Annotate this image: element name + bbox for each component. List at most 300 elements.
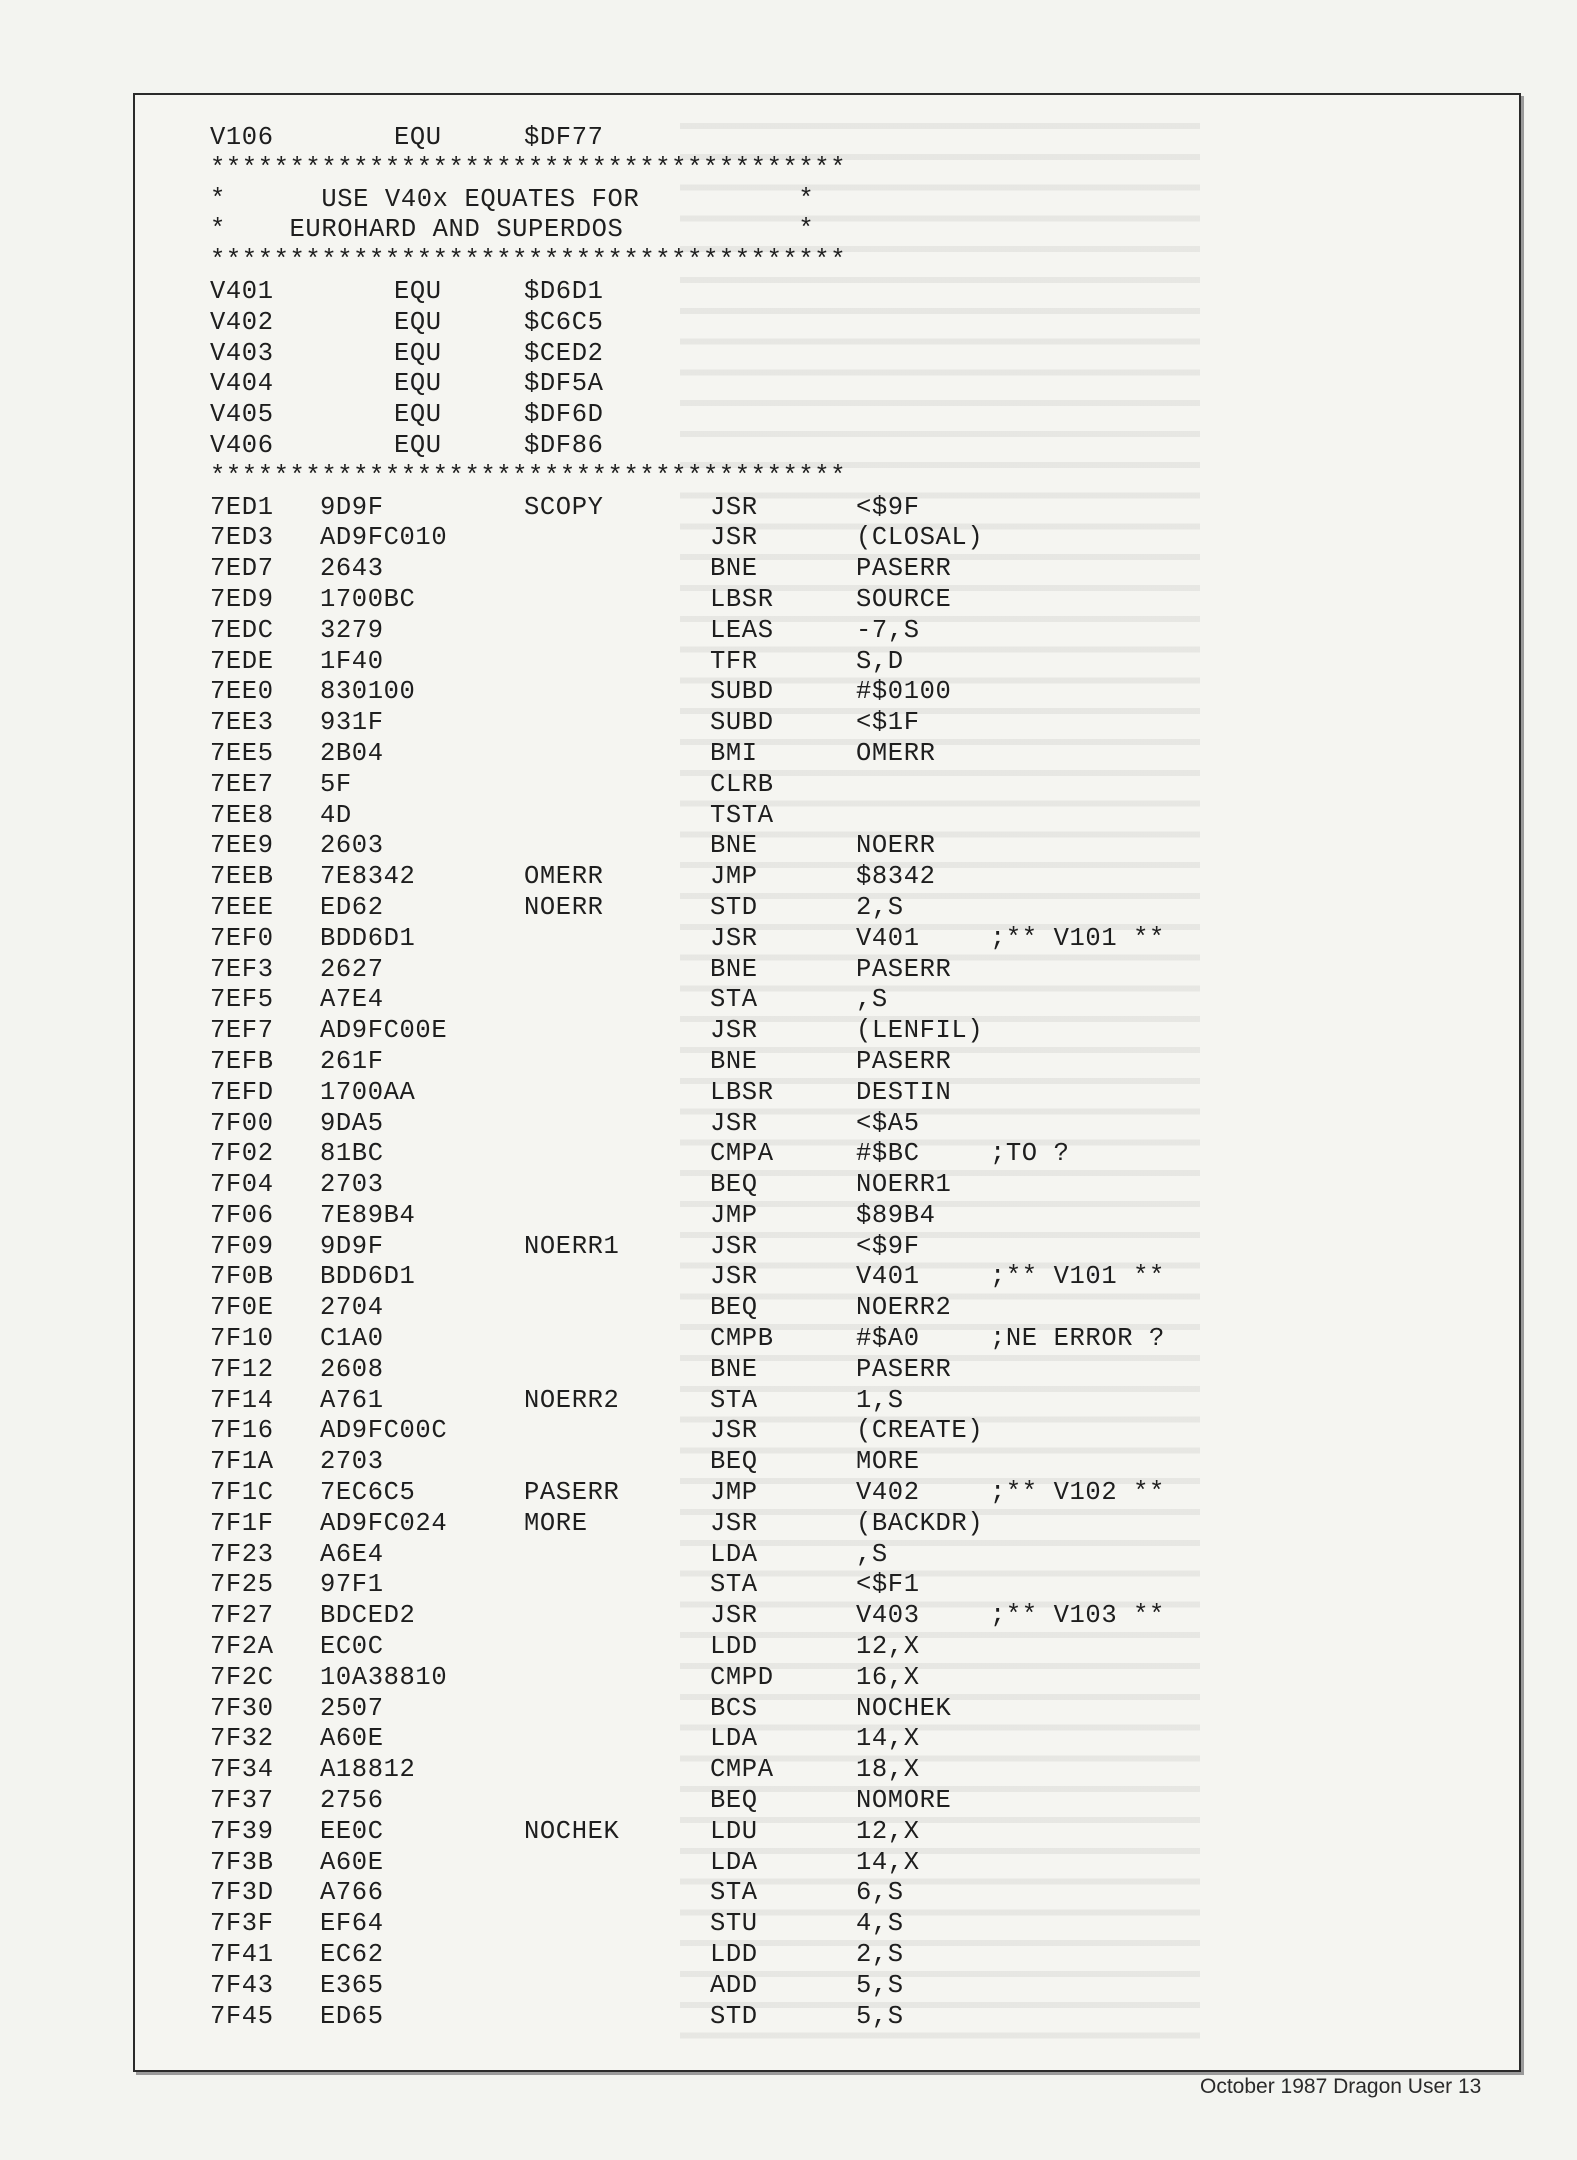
- object-code: 7E89B4: [320, 1200, 416, 1230]
- operand: V403: [856, 1601, 920, 1631]
- address: 7EF0: [210, 923, 274, 953]
- operand: 14,X: [856, 1847, 920, 1877]
- code-line: [210, 1909, 1460, 1940]
- object-code: 9D9F: [320, 1231, 384, 1261]
- code-line: [210, 1694, 1460, 1725]
- banner-text: * EUROHARD AND SUPERDOS *: [210, 215, 815, 245]
- mnemonic: LDD: [710, 1940, 758, 1970]
- address: 7F06: [210, 1200, 274, 1230]
- operand: ,S: [856, 985, 888, 1015]
- code-line: [210, 1878, 1460, 1909]
- operand: DESTIN: [856, 1077, 952, 1107]
- object-code: 931F: [320, 708, 384, 738]
- address: 7F04: [210, 1170, 274, 1200]
- object-code: 2643: [320, 554, 384, 584]
- mnemonic: BEQ: [710, 1786, 758, 1816]
- object-code: 9DA5: [320, 1108, 384, 1138]
- operand: PASERR: [856, 1354, 952, 1384]
- address: 7F3F: [210, 1909, 274, 1939]
- code-line: [210, 1386, 1460, 1417]
- label: SCOPY: [524, 492, 604, 522]
- object-code: A6E4: [320, 1539, 384, 1569]
- banner-line: [210, 185, 1460, 216]
- label: NOERR1: [524, 1231, 620, 1261]
- operand: NOCHEK: [856, 1693, 952, 1723]
- address: 7F16: [210, 1416, 274, 1446]
- mnemonic: STA: [710, 985, 758, 1015]
- code-line: [210, 1262, 1460, 1293]
- banner-line: [210, 246, 1460, 277]
- operand: 1,S: [856, 1385, 904, 1415]
- code-line: [210, 1817, 1460, 1848]
- address: 7EE7: [210, 769, 274, 799]
- object-code: EC0C: [320, 1632, 384, 1662]
- code-line: [210, 1478, 1460, 1509]
- operand: S,D: [856, 646, 904, 676]
- operand: 14,X: [856, 1724, 920, 1754]
- mnemonic: STU: [710, 1909, 758, 1939]
- object-code: EE0C: [320, 1816, 384, 1846]
- symbol-name: V406: [210, 430, 274, 460]
- code-line: [210, 1232, 1460, 1263]
- code-line: [210, 985, 1460, 1016]
- object-code: A60E: [320, 1847, 384, 1877]
- symbol-value: $C6C5: [524, 307, 604, 337]
- object-code: EF64: [320, 1909, 384, 1939]
- mnemonic: BNE: [710, 1354, 758, 1384]
- code-line: [210, 770, 1460, 801]
- address: 7F09: [210, 1231, 274, 1261]
- equate-line: [210, 308, 1460, 339]
- code-line: [210, 647, 1460, 678]
- object-code: ED62: [320, 892, 384, 922]
- object-code: 7EC6C5: [320, 1478, 416, 1508]
- code-line: [210, 1755, 1460, 1786]
- mnemonic: STA: [710, 1570, 758, 1600]
- operand: #$A0: [856, 1324, 920, 1354]
- mnemonic: SUBD: [710, 677, 774, 707]
- operand: $8342: [856, 862, 936, 892]
- operand: ,S: [856, 1539, 888, 1569]
- comment: ;** V103 **: [990, 1601, 1165, 1631]
- operand: 5,S: [856, 1970, 904, 2000]
- address: 7EE5: [210, 738, 274, 768]
- mnemonic: CMPA: [710, 1755, 774, 1785]
- operand: OMERR: [856, 738, 936, 768]
- mnemonic: STA: [710, 1878, 758, 1908]
- directive: EQU: [394, 400, 442, 430]
- operand: V401: [856, 1262, 920, 1292]
- address: 7EE3: [210, 708, 274, 738]
- equate-line: [210, 277, 1460, 308]
- address: 7F23: [210, 1539, 274, 1569]
- operand: 18,X: [856, 1755, 920, 1785]
- object-code: 81BC: [320, 1139, 384, 1169]
- operand: <$9F: [856, 492, 920, 522]
- object-code: 9D9F: [320, 492, 384, 522]
- code-line: [210, 1078, 1460, 1109]
- mnemonic: LDA: [710, 1539, 758, 1569]
- mnemonic: BNE: [710, 554, 758, 584]
- address: 7F27: [210, 1601, 274, 1631]
- address: 7F32: [210, 1724, 274, 1754]
- address: 7EF3: [210, 954, 274, 984]
- mnemonic: BEQ: [710, 1170, 758, 1200]
- address: 7F39: [210, 1816, 274, 1846]
- code-line: [210, 1047, 1460, 1078]
- code-line: [210, 523, 1460, 554]
- mnemonic: JMP: [710, 862, 758, 892]
- operand: 5,S: [856, 2001, 904, 2031]
- symbol-value: $DF77: [524, 123, 604, 152]
- operand: 16,X: [856, 1662, 920, 1692]
- code-line: [210, 1540, 1460, 1571]
- address: 7EE9: [210, 831, 274, 861]
- operand: MORE: [856, 1447, 920, 1477]
- operand: PASERR: [856, 554, 952, 584]
- operand: (BACKDR): [856, 1508, 984, 1538]
- operand: #$BC: [856, 1139, 920, 1169]
- equate-line: [210, 123, 1460, 154]
- code-line: [210, 2002, 1460, 2033]
- label: NOERR2: [524, 1385, 620, 1415]
- mnemonic: JMP: [710, 1478, 758, 1508]
- object-code: BDD6D1: [320, 1262, 416, 1292]
- mnemonic: LDA: [710, 1724, 758, 1754]
- banner-text: ****************************************: [210, 153, 847, 183]
- address: 7F1A: [210, 1447, 274, 1477]
- code-line: [210, 708, 1460, 739]
- directive: EQU: [394, 369, 442, 399]
- mnemonic: STD: [710, 892, 758, 922]
- mnemonic: LBSR: [710, 584, 774, 614]
- symbol-name: V401: [210, 276, 274, 306]
- operand: (LENFIL): [856, 1016, 984, 1046]
- object-code: 2756: [320, 1786, 384, 1816]
- banner-text: ****************************************: [210, 461, 847, 491]
- object-code: A761: [320, 1385, 384, 1415]
- object-code: 830100: [320, 677, 416, 707]
- object-code: A766: [320, 1878, 384, 1908]
- address: 7F25: [210, 1570, 274, 1600]
- object-code: 261F: [320, 1046, 384, 1076]
- operand: #$0100: [856, 677, 952, 707]
- object-code: 2608: [320, 1354, 384, 1384]
- operand: NOMORE: [856, 1786, 952, 1816]
- mnemonic: JSR: [710, 1262, 758, 1292]
- code-line: [210, 1139, 1460, 1170]
- banner-line: [210, 462, 1460, 493]
- address: 7F34: [210, 1755, 274, 1785]
- mnemonic: STD: [710, 2001, 758, 2031]
- directive: EQU: [394, 123, 442, 152]
- address: 7ED9: [210, 584, 274, 614]
- mnemonic: JSR: [710, 1231, 758, 1261]
- equate-line: [210, 339, 1460, 370]
- directive: EQU: [394, 276, 442, 306]
- symbol-name: V405: [210, 400, 274, 430]
- object-code: 2627: [320, 954, 384, 984]
- banner-line: [210, 215, 1460, 246]
- mnemonic: SUBD: [710, 708, 774, 738]
- object-code: AD9FC00C: [320, 1416, 448, 1446]
- operand: NOERR2: [856, 1293, 952, 1323]
- object-code: 2603: [320, 831, 384, 861]
- code-line: [210, 677, 1460, 708]
- operand: 12,X: [856, 1816, 920, 1846]
- address: 7F1F: [210, 1508, 274, 1538]
- operand: NOERR1: [856, 1170, 952, 1200]
- object-code: 4D: [320, 800, 352, 830]
- address: 7F2A: [210, 1632, 274, 1662]
- address: 7EE0: [210, 677, 274, 707]
- mnemonic: CMPD: [710, 1662, 774, 1692]
- object-code: C1A0: [320, 1324, 384, 1354]
- comment: ;** V101 **: [990, 923, 1165, 953]
- operand: <$1F: [856, 708, 920, 738]
- address: 7F1C: [210, 1478, 274, 1508]
- operand: (CREATE): [856, 1416, 984, 1446]
- equate-line: [210, 400, 1460, 431]
- object-code: EC62: [320, 1940, 384, 1970]
- address: 7F43: [210, 1970, 274, 2000]
- directive: EQU: [394, 430, 442, 460]
- address: 7EFB: [210, 1046, 274, 1076]
- operand: 6,S: [856, 1878, 904, 1908]
- mnemonic: LDD: [710, 1632, 758, 1662]
- code-line: [210, 739, 1460, 770]
- code-line: [210, 1355, 1460, 1386]
- code-line: [210, 1724, 1460, 1755]
- operand: PASERR: [856, 954, 952, 984]
- address: 7F02: [210, 1139, 274, 1169]
- object-code: A7E4: [320, 985, 384, 1015]
- code-line: [210, 1632, 1460, 1663]
- operand: SOURCE: [856, 584, 952, 614]
- mnemonic: TSTA: [710, 800, 774, 830]
- code-line: [210, 1786, 1460, 1817]
- code-line: [210, 1940, 1460, 1971]
- address: 7EEE: [210, 892, 274, 922]
- operand: 4,S: [856, 1909, 904, 1939]
- operand: 12,X: [856, 1632, 920, 1662]
- banner-text: * USE V40x EQUATES FOR *: [210, 184, 815, 214]
- mnemonic: JSR: [710, 1108, 758, 1138]
- directive: EQU: [394, 307, 442, 337]
- mnemonic: LDA: [710, 1847, 758, 1877]
- address: 7F45: [210, 2001, 274, 2031]
- object-code: 5F: [320, 769, 352, 799]
- mnemonic: JSR: [710, 523, 758, 553]
- object-code: BDCED2: [320, 1601, 416, 1631]
- object-code: 1F40: [320, 646, 384, 676]
- symbol-value: $DF6D: [524, 400, 604, 430]
- address: 7F10: [210, 1324, 274, 1354]
- symbol-value: $CED2: [524, 338, 604, 368]
- code-line: [210, 1848, 1460, 1879]
- code-line: [210, 801, 1460, 832]
- address: 7EDC: [210, 615, 274, 645]
- code-line: [210, 1016, 1460, 1047]
- mnemonic: TFR: [710, 646, 758, 676]
- symbol-name: V106: [210, 123, 274, 152]
- object-code: 2B04: [320, 738, 384, 768]
- mnemonic: BMI: [710, 738, 758, 768]
- code-line: [210, 955, 1460, 986]
- address: 7F14: [210, 1385, 274, 1415]
- mnemonic: BEQ: [710, 1447, 758, 1477]
- object-code: AD9FC00E: [320, 1016, 448, 1046]
- label: MORE: [524, 1508, 588, 1538]
- symbol-value: $DF86: [524, 430, 604, 460]
- mnemonic: BCS: [710, 1693, 758, 1723]
- object-code: 7E8342: [320, 862, 416, 892]
- mnemonic: JSR: [710, 1508, 758, 1538]
- label: PASERR: [524, 1478, 620, 1508]
- operand: V402: [856, 1478, 920, 1508]
- mnemonic: JSR: [710, 1016, 758, 1046]
- page-footer: October 1987 Dragon User 13: [1200, 2075, 1482, 2098]
- comment: ;NE ERROR ?: [990, 1324, 1165, 1354]
- mnemonic: BNE: [710, 954, 758, 984]
- object-code: 1700BC: [320, 584, 416, 614]
- code-line: [210, 616, 1460, 647]
- address: 7F37: [210, 1786, 274, 1816]
- address: 7F12: [210, 1354, 274, 1384]
- mnemonic: LEAS: [710, 615, 774, 645]
- object-code: A18812: [320, 1755, 416, 1785]
- symbol-value: $D6D1: [524, 276, 604, 306]
- object-code: E365: [320, 1970, 384, 2000]
- mnemonic: CMPB: [710, 1324, 774, 1354]
- code-line: [210, 1109, 1460, 1140]
- operand: <$A5: [856, 1108, 920, 1138]
- address: 7ED7: [210, 554, 274, 584]
- mnemonic: BEQ: [710, 1293, 758, 1323]
- address: 7F0E: [210, 1293, 274, 1323]
- address: 7F0B: [210, 1262, 274, 1292]
- code-line: [210, 893, 1460, 924]
- operand: V401: [856, 923, 920, 953]
- mnemonic: JSR: [710, 1601, 758, 1631]
- address: 7EF5: [210, 985, 274, 1015]
- code-line: [210, 1170, 1460, 1201]
- code-line: [210, 1324, 1460, 1355]
- mnemonic: LDU: [710, 1816, 758, 1846]
- address: 7EDE: [210, 646, 274, 676]
- address: 7EF7: [210, 1016, 274, 1046]
- code-line: [210, 924, 1460, 955]
- mnemonic: JSR: [710, 492, 758, 522]
- mnemonic: LBSR: [710, 1077, 774, 1107]
- code-line: [210, 1201, 1460, 1232]
- operand: 2,S: [856, 1940, 904, 1970]
- address: 7ED3: [210, 523, 274, 553]
- comment: ;TO ?: [990, 1139, 1070, 1169]
- operand: PASERR: [856, 1046, 952, 1076]
- symbol-name: V403: [210, 338, 274, 368]
- object-code: AD9FC024: [320, 1508, 448, 1538]
- code-line: [210, 1509, 1460, 1540]
- address: 7EEB: [210, 862, 274, 892]
- banner-line: [210, 154, 1460, 185]
- operand: NOERR: [856, 831, 936, 861]
- object-code: 97F1: [320, 1570, 384, 1600]
- directive: EQU: [394, 338, 442, 368]
- banner-text: ****************************************: [210, 246, 847, 276]
- mnemonic: JSR: [710, 923, 758, 953]
- object-code: 1700AA: [320, 1077, 416, 1107]
- assembly-listing: [210, 123, 1460, 2032]
- address: 7EE8: [210, 800, 274, 830]
- address: 7F30: [210, 1693, 274, 1723]
- equate-line: [210, 431, 1460, 462]
- symbol-value: $DF5A: [524, 369, 604, 399]
- code-line: [210, 862, 1460, 893]
- code-line: [210, 1971, 1460, 2002]
- mnemonic: ADD: [710, 1970, 758, 2000]
- label: OMERR: [524, 862, 604, 892]
- mnemonic: JSR: [710, 1416, 758, 1446]
- operand: <$9F: [856, 1231, 920, 1261]
- mnemonic: BNE: [710, 1046, 758, 1076]
- code-line: [210, 493, 1460, 524]
- object-code: 2703: [320, 1447, 384, 1477]
- address: 7EFD: [210, 1077, 274, 1107]
- object-code: 2507: [320, 1693, 384, 1723]
- equate-line: [210, 369, 1460, 400]
- address: 7F41: [210, 1940, 274, 1970]
- address: 7ED1: [210, 492, 274, 522]
- object-code: 2704: [320, 1293, 384, 1323]
- symbol-name: V402: [210, 307, 274, 337]
- address: 7F00: [210, 1108, 274, 1138]
- code-line: [210, 1601, 1460, 1632]
- code-line: [210, 1663, 1460, 1694]
- object-code: AD9FC010: [320, 523, 448, 553]
- code-line: [210, 585, 1460, 616]
- symbol-name: V404: [210, 369, 274, 399]
- object-code: 3279: [320, 615, 384, 645]
- code-line: [210, 1293, 1460, 1324]
- object-code: BDD6D1: [320, 923, 416, 953]
- address: 7F3B: [210, 1847, 274, 1877]
- label: NOERR: [524, 892, 604, 922]
- mnemonic: CMPA: [710, 1139, 774, 1169]
- code-line: [210, 554, 1460, 585]
- operand: (CLOSAL): [856, 523, 984, 553]
- object-code: 10A38810: [320, 1662, 448, 1692]
- comment: ;** V102 **: [990, 1478, 1165, 1508]
- code-line: [210, 831, 1460, 862]
- operand: -7,S: [856, 615, 920, 645]
- label: NOCHEK: [524, 1816, 620, 1846]
- code-line: [210, 1447, 1460, 1478]
- code-line: [210, 1570, 1460, 1601]
- object-code: ED65: [320, 2001, 384, 2031]
- operand: 2,S: [856, 892, 904, 922]
- address: 7F2C: [210, 1662, 274, 1692]
- comment: ;** V101 **: [990, 1262, 1165, 1292]
- code-line: [210, 1416, 1460, 1447]
- mnemonic: STA: [710, 1385, 758, 1415]
- mnemonic: BNE: [710, 831, 758, 861]
- object-code: 2703: [320, 1170, 384, 1200]
- operand: $89B4: [856, 1200, 936, 1230]
- object-code: A60E: [320, 1724, 384, 1754]
- address: 7F3D: [210, 1878, 274, 1908]
- operand: <$F1: [856, 1570, 920, 1600]
